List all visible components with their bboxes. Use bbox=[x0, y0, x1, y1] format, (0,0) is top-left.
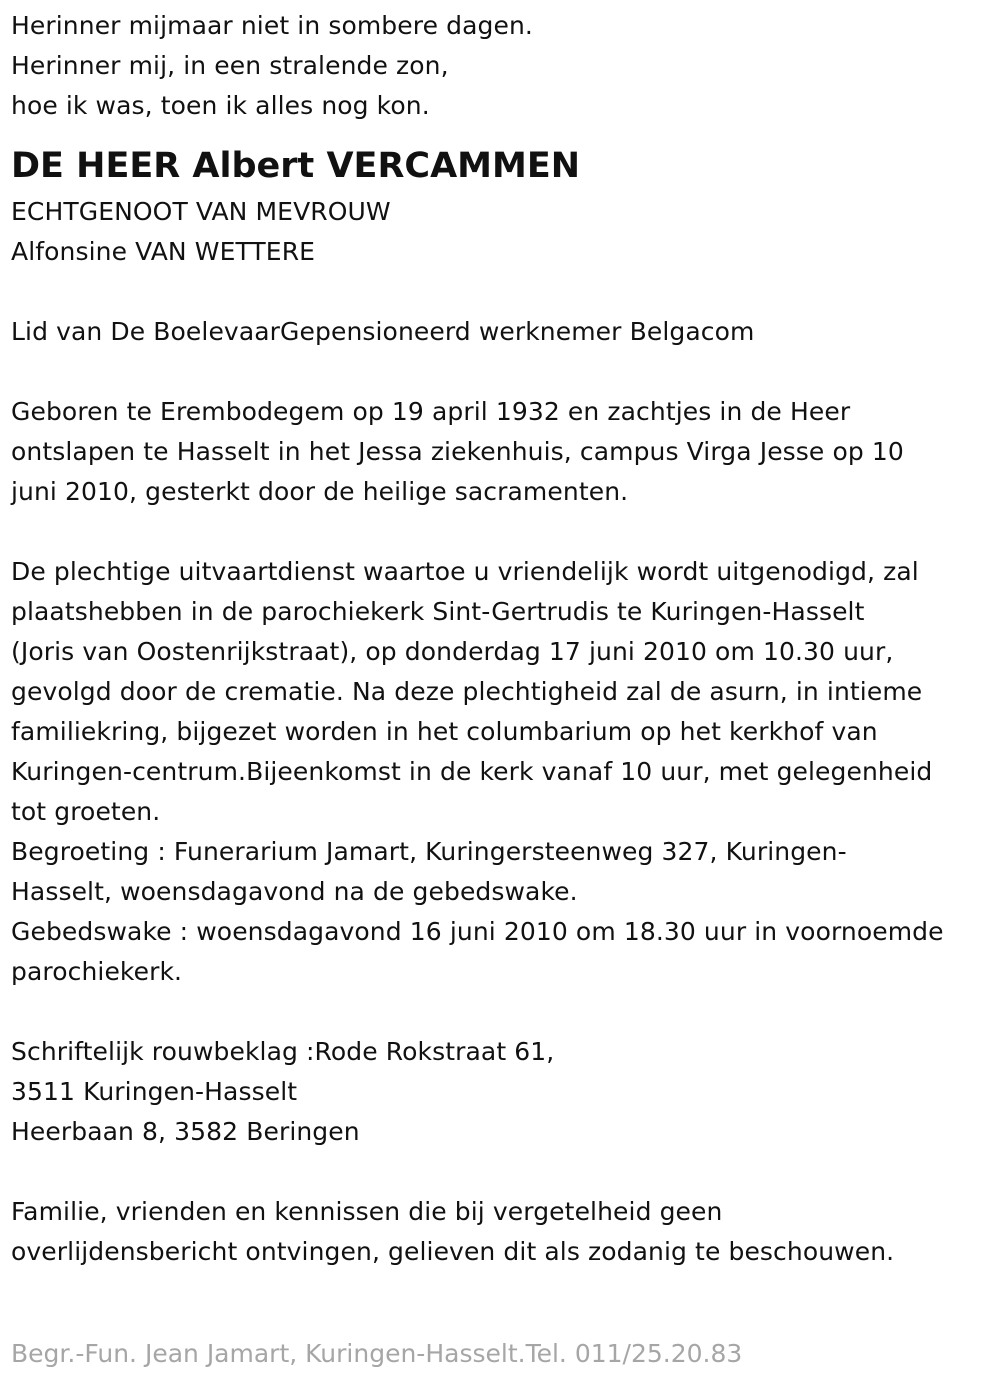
paragraph-line: gevolgd door de crematie. Na deze plechtigheid zal de asurn, in intieme bbox=[11, 677, 923, 706]
service-paragraph bbox=[11, 552, 991, 992]
spouse-title: ECHTGENOOT VAN MEVROUW bbox=[11, 197, 391, 226]
poem-line: Herinner mij, in een stralende zon, bbox=[11, 51, 449, 80]
paragraph-line: plaatshebben in de parochiekerk Sint-Gertrudis te Kuringen-Hasselt bbox=[11, 597, 865, 626]
paragraph-line: juni 2010, gesterkt door de heilige sacramenten. bbox=[11, 477, 629, 506]
spouse-name: Alfonsine VAN WETTERE bbox=[11, 237, 316, 266]
paragraph-line: Kuringen-centrum.Bijeenkomst in de kerk vanaf 10 uur, met gelegenheid bbox=[11, 757, 933, 786]
paragraph-line: Gebedswake : woensdagavond 16 juni 2010 om 18.30 uur in voornoemde bbox=[11, 917, 944, 946]
obituary-notice bbox=[11, 6, 991, 1272]
poem-line: Herinner mijmaar niet in sombere dagen. bbox=[11, 11, 533, 40]
closing-notice bbox=[11, 1192, 991, 1272]
spacer bbox=[11, 992, 991, 1032]
spacer bbox=[11, 352, 991, 392]
address-line: Schriftelijk rouwbeklag :Rode Rokstraat 61, bbox=[11, 1037, 555, 1066]
birth-death-paragraph bbox=[11, 392, 991, 512]
paragraph-line: Begroeting : Funerarium Jamart, Kuringersteenweg 327, Kuringen- bbox=[11, 837, 847, 866]
paragraph-line: familiekring, bijgezet worden in het columbarium op het kerkhof van bbox=[11, 717, 878, 746]
address-line: 3511 Kuringen-Hasselt bbox=[11, 1077, 298, 1106]
paragraph-line: overlijdensbericht ontvingen, gelieven dit als zodanig te beschouwen. bbox=[11, 1237, 895, 1266]
paragraph-line: ontslapen te Hasselt in het Jessa ziekenhuis, campus Virga Jesse op 10 bbox=[11, 437, 904, 466]
spacer bbox=[11, 272, 991, 312]
paragraph-line: Hasselt, woensdagavond na de gebedswake. bbox=[11, 877, 578, 906]
funeral-home-footer: Begr.-Fun. Jean Jamart, Kuringen-Hasselt.Tel. 011/25.20.83 bbox=[11, 1339, 743, 1368]
paragraph-line: (Joris van Oostenrijkstraat), op donderdag 17 juni 2010 om 10.30 uur, bbox=[11, 637, 894, 666]
deceased-name: DE HEER Albert VERCAMMEN bbox=[11, 146, 581, 186]
paragraph-line: Geboren te Erembodegem op 19 april 1932 en zachtjes in de Heer bbox=[11, 397, 851, 426]
spacer bbox=[11, 1152, 991, 1192]
membership-text: Lid van De BoelevaarGepensioneerd werknemer Belgacom bbox=[11, 317, 755, 346]
spacer bbox=[11, 512, 991, 552]
paragraph-line: Familie, vrienden en kennissen die bij vergetelheid geen bbox=[11, 1197, 723, 1226]
address-line: Heerbaan 8, 3582 Beringen bbox=[11, 1117, 360, 1146]
paragraph-line: tot groeten. bbox=[11, 797, 161, 826]
paragraph-line: De plechtige uitvaartdienst waartoe u vriendelijk wordt uitgenodigd, zal bbox=[11, 557, 919, 586]
condolences-address bbox=[11, 1032, 991, 1152]
poem bbox=[11, 6, 991, 126]
paragraph-line: parochiekerk. bbox=[11, 957, 183, 986]
poem-line: hoe ik was, toen ik alles nog kon. bbox=[11, 91, 430, 120]
